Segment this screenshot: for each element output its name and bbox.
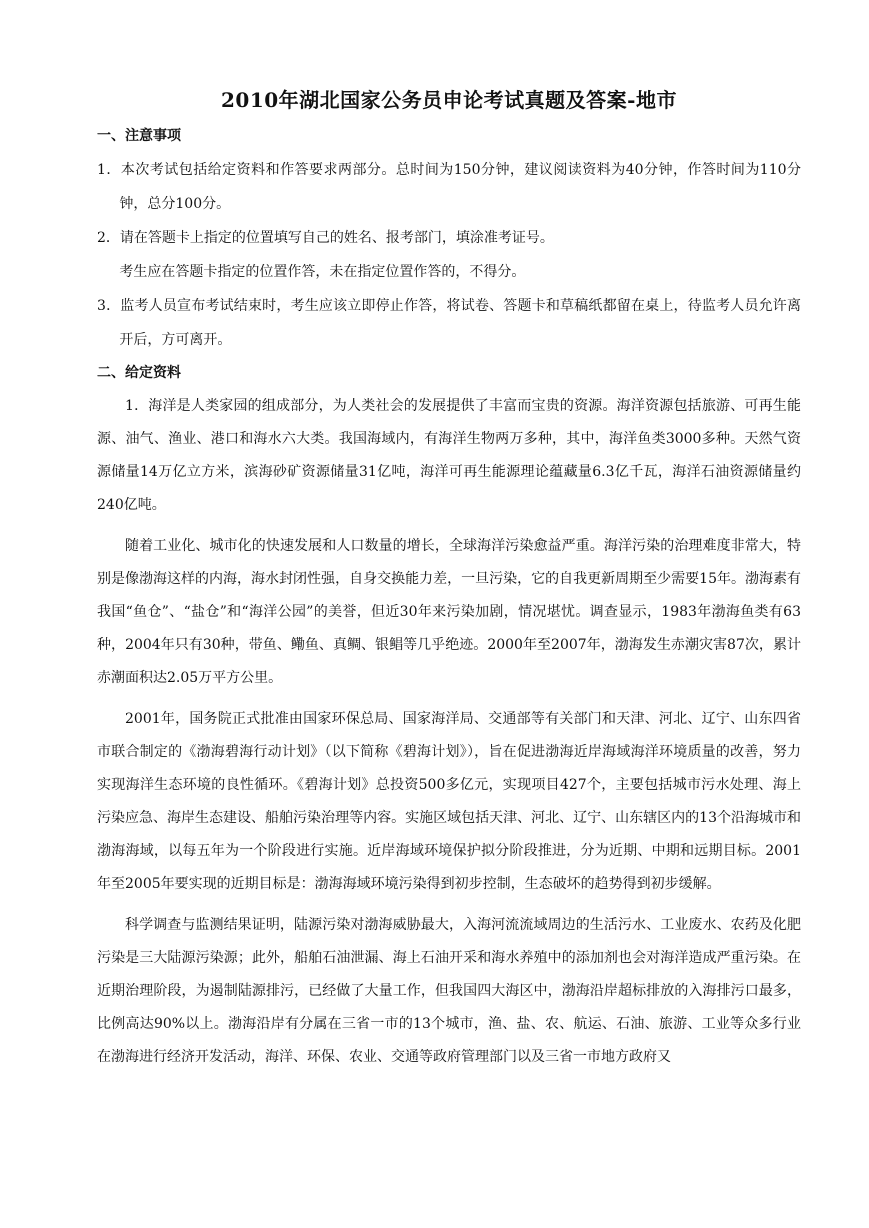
notice-item-3: 3．监考人员宣布考试结束时，考生应该立即停止作答，将试卷、答题卡和草稿纸都留在桌上，待监考人员允许离开后，方可离开。 xyxy=(97,298,801,348)
notice-item-2-extra: 考生应在答题卡指定的位置作答，未在指定位置作答的，不得分。 xyxy=(119,264,526,280)
notice-heading: 一、注意事项 xyxy=(97,128,181,144)
materials-heading: 二、给定资料 xyxy=(97,365,181,381)
material-paragraph-2: 随着工业化、城市化的快速发展和人口数量的增长，全球海洋污染愈益严重。海洋污染的治理难度非常大，特别是像渤海这样的内海，海水封闭性强，自身交换能力差，一旦污染，它的自我更新周期至少需要15年。渤海素有我国“鱼仓”、“盐仓”和“海洋公园”的美誉，但近30年来污染加剧，情况堪忧。调查显示，1983年渤海鱼类有63种，2004年只有30种，带鱼、鳓鱼、真鲷、银鲳等几乎绝迹。2000年至2007年，渤海发生赤潮灾害87次，累计赤潮面积达2.05万平方公里。 xyxy=(97,538,801,686)
notice-item-1: 1．本次考试包括给定资料和作答要求两部分。总时间为150分钟，建议阅读资料为40分钟，作答时间为110分钟，总分100分。 xyxy=(97,162,801,212)
page-title: 2010年湖北国家公务员申论考试真题及答案-地市 xyxy=(221,88,677,112)
material-paragraph-4: 科学调查与监测结果证明，陆源污染对渤海威胁最大，入海河流流域周边的生活污水、工业废水、农药及化肥污染是三大陆源污染源；此外，船舶石油泄漏、海上石油开采和海水养殖中的添加剂也会对海洋造成严重污染。在近期治理阶段，为遏制陆源排污，已经做了大量工作，但我国四大海区中，渤海沿岸超标排放的入海排污口最多，比例高达90%以上。渤海沿岸有分属在三省一市的13个城市，渔、盐、农、航运、石油、旅游、工业等众多行业在渤海进行经济开发活动，海洋、环保、农业、交通等政府管理部门以及三省一市地方政府又 xyxy=(97,917,801,1065)
material-paragraph-3: 2001年，国务院正式批准由国家环保总局、国家海洋局、交通部等有关部门和天津、河北、辽宁、山东四省市联合制定的《渤海碧海行动计划》（以下简称《碧海计划》），旨在促进渤海近岸海域海洋环境质量的改善，努力实现海洋生态环境的良性循环。《碧海计划》总投资500多亿元，实现项目427个，主要包括城市污水处理、海上污染应急、海岸生态建设、船舶污染治理等内容。实施区域包括天津、河北、辽宁、山东辖区内的13个沿海城市和渤海海域，以每五年为一个阶段进行实施。近岸海域环境保护拟分阶段推进，分为近期、中期和远期目标。2001年至2005年要实现的近期目标是：渤海海域环境污染得到初步控制，生态破坏的趋势得到初步缓解。 xyxy=(97,711,801,892)
notice-item-2: 2．请在答题卡上指定的位置填写自己的姓名、报考部门，填涂准考证号。 xyxy=(97,230,554,246)
material-paragraph-1: 1．海洋是人类家园的组成部分，为人类社会的发展提供了丰富而宝贵的资源。海洋资源包括旅游、可再生能源、油气、渔业、港口和海水六大类。我国海域内，有海洋生物两万多种，其中，海洋鱼类3000多种。天然气资源储量14万亿立方米，滨海砂矿资源储量31亿吨，海洋可再生能源理论蕴藏量6.3亿千瓦，海洋石油资源储量约240亿吨。 xyxy=(97,398,801,513)
